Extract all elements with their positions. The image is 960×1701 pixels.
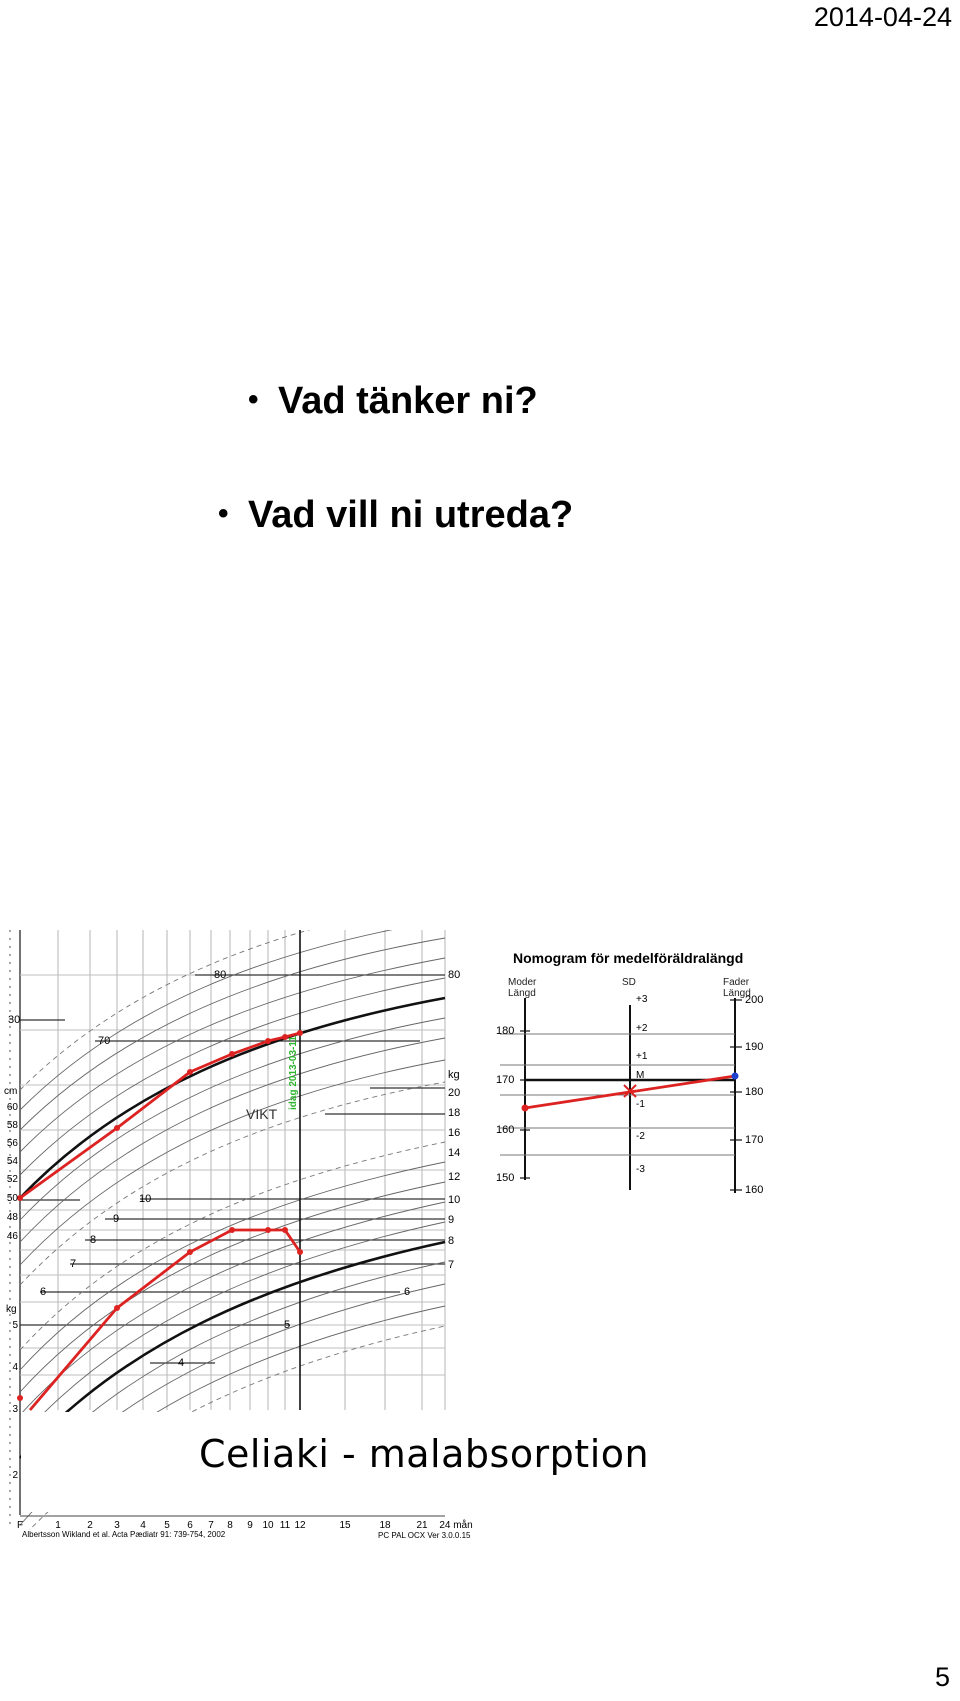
mother-height-point — [522, 1105, 529, 1112]
cm-tick: 50 — [6, 1193, 18, 1204]
sd-tick: +1 — [636, 1051, 648, 1062]
reference-number: 5 — [284, 1319, 291, 1331]
father-sub-label: Längd — [723, 988, 751, 999]
mother-label: Moder — [508, 977, 537, 988]
chart-software: PC PAL OCX Ver 3.0.0.15 — [378, 1531, 471, 1540]
bullet-glyph: • — [248, 383, 259, 416]
slide-date: 2014-04-24 — [813, 2, 952, 32]
cm-tick: 52 — [6, 1174, 18, 1185]
reference-number: 70 — [98, 1035, 111, 1047]
x-axis-tick: 18 — [379, 1520, 391, 1530]
chart-reference: Albertsson Wikland et al. Acta Pædiatr 91: 739-754, 2002 — [22, 1530, 226, 1539]
kg-tick-right: 7 — [448, 1259, 455, 1271]
father-tick: 200 — [745, 994, 764, 1006]
cm-tick: 54 — [6, 1156, 18, 1167]
father-tick: 160 — [745, 1184, 764, 1196]
kg-tick-right: 10 — [448, 1194, 461, 1206]
x-axis-tick: 9 — [247, 1520, 253, 1530]
bullet-glyph: • — [218, 497, 229, 530]
x-axis-tick: 10 — [262, 1520, 274, 1530]
mother-tick: 160 — [496, 1124, 515, 1136]
cm-tick: 58 — [6, 1120, 18, 1131]
father-height-point — [732, 1073, 739, 1080]
kg-tick-right: 12 — [448, 1171, 461, 1183]
vikt-label: VIKT — [246, 1106, 278, 1122]
mother-tick: 150 — [496, 1172, 515, 1184]
kg-tick: 4 — [12, 1362, 18, 1373]
bullet-text: Vad tänker ni? — [278, 380, 538, 422]
father-tick: 180 — [745, 1086, 764, 1098]
x-axis-tick: F — [16, 1520, 24, 1530]
sd-tick: +2 — [636, 1023, 648, 1034]
reference-number: 4 — [178, 1357, 185, 1369]
kg-tick-right: 18 — [448, 1107, 461, 1119]
reference-number: 80 — [214, 969, 227, 981]
reference-number: 80 — [448, 969, 461, 981]
today-green-label: idag 2013-03-11 — [288, 1036, 299, 1110]
x-axis-tick: 6 — [187, 1520, 193, 1530]
reference-number: 10 — [139, 1193, 152, 1205]
bullet-text: Vad vill ni utreda? — [248, 494, 574, 536]
x-axis-tick: 8 — [227, 1520, 233, 1530]
sd-tick: -3 — [636, 1164, 645, 1175]
reference-number: 6 — [40, 1286, 47, 1298]
bullet-item — [248, 380, 538, 423]
kg-unit-label: kg — [6, 1304, 17, 1315]
cm-tick: 60 — [6, 1102, 18, 1113]
reference-number: 8 — [90, 1234, 97, 1246]
x-axis-tick: 11 — [279, 1520, 291, 1530]
reference-number: 7 — [70, 1258, 77, 1270]
reference-number: 30 — [8, 1014, 21, 1026]
kg-tick-right: 8 — [448, 1235, 455, 1247]
sd-tick: -1 — [636, 1099, 645, 1110]
x-axis-tick: 24 mån — [439, 1520, 473, 1530]
x-axis-tick: 1 — [55, 1520, 61, 1530]
sd-label: SD — [622, 977, 636, 988]
kg-tick-right: 20 — [448, 1087, 461, 1099]
kg-unit-label-right: kg — [448, 1069, 460, 1081]
x-axis-tick: 3 — [114, 1520, 120, 1530]
father-tick: 190 — [745, 1041, 764, 1053]
father-label: Fader — [723, 977, 750, 988]
mother-sub-label: Längd — [508, 988, 536, 999]
father-tick: 170 — [745, 1134, 764, 1146]
x-axis-tick: 12 — [294, 1520, 306, 1530]
x-axis-tick: 15 — [339, 1520, 351, 1530]
mother-tick: 180 — [496, 1025, 515, 1037]
kg-tick: 3 — [12, 1404, 18, 1415]
cm-tick: 46 — [6, 1231, 18, 1242]
kg-tick-right: 9 — [448, 1214, 455, 1226]
kg-tick: 5 — [12, 1320, 18, 1331]
x-axis-tick: 5 — [164, 1520, 170, 1530]
mother-tick: 170 — [496, 1074, 515, 1086]
sd-tick: -2 — [636, 1131, 645, 1142]
bullet-list — [0, 0, 960, 600]
bullet-item — [218, 494, 573, 537]
nomogram-title: Nomogram för medelföräldralängd — [513, 950, 744, 966]
sd-tick: M — [636, 1070, 645, 1081]
kg-tick-right: 16 — [448, 1127, 461, 1139]
slide-caption: Celiaki - malabsorption — [195, 1432, 653, 1476]
cm-tick: 56 — [6, 1138, 18, 1149]
kg-tick: 2 — [12, 1470, 18, 1481]
cm-tick: 48 — [6, 1212, 18, 1223]
page-number: 5 — [934, 1662, 950, 1692]
x-axis-tick: 2 — [87, 1520, 93, 1530]
kg-tick-right: 14 — [448, 1147, 461, 1159]
x-axis-tick: 4 — [140, 1520, 146, 1530]
reference-number: 9 — [113, 1213, 120, 1225]
sd-tick: +3 — [636, 994, 648, 1005]
reference-number: 6 — [404, 1286, 411, 1298]
nomogram — [496, 950, 763, 1196]
x-axis-tick: 7 — [208, 1520, 214, 1530]
x-axis-tick: 21 — [416, 1520, 428, 1530]
cm-unit-label: cm — [4, 1086, 18, 1097]
